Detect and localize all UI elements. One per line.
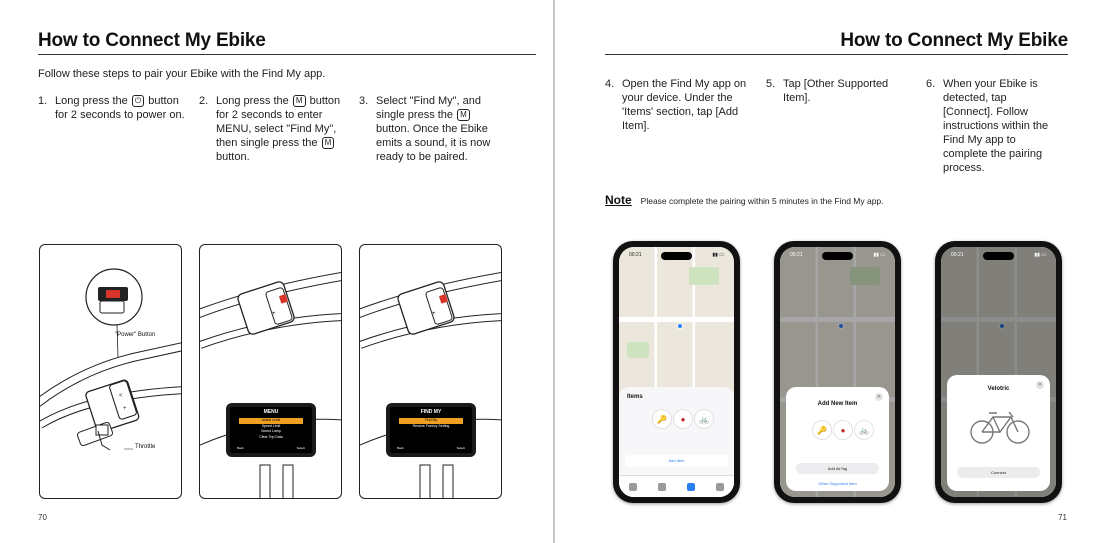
menu-item: Sound Lamp (261, 429, 281, 433)
svg-text:+: + (123, 406, 127, 412)
back-softkey: Back (237, 446, 244, 450)
svg-text:+: + (432, 311, 436, 317)
step-6 (926, 77, 1056, 175)
item-icons (652, 409, 714, 429)
step-text-part: Long press the (55, 95, 128, 107)
svg-text:<: < (119, 393, 123, 399)
step-number: 6. (926, 78, 936, 90)
menu-item-selected: Find My (399, 418, 463, 424)
dynamic-island (822, 252, 853, 260)
svg-text:+: + (272, 311, 276, 317)
menu-item: Speed Limit (261, 423, 281, 428)
page-number: 70 (38, 513, 47, 522)
power-button-label: "Power" Button (115, 332, 156, 338)
note-label: Note (605, 193, 632, 207)
page-number: 71 (1058, 513, 1067, 522)
title-rule (38, 54, 536, 55)
step-text-part: button for 2 seconds to enter MENU, select "Find My", then single press the (216, 95, 341, 149)
step-5 (766, 77, 911, 105)
figure-find-my (359, 244, 502, 499)
bike-icon: 🚲 (694, 409, 714, 429)
page-title: How to Connect My Ebike (840, 30, 1068, 51)
backpack-icon: ● (673, 409, 693, 429)
connect-button[interactable]: Connect (957, 467, 1040, 478)
note-text: Please complete the pairing within 5 minutes in the Find My app. (640, 196, 884, 206)
step-text (55, 94, 188, 122)
map-park (689, 267, 719, 285)
menu-screen (231, 408, 311, 450)
intro-text: Follow these steps to pair your Ebike with the Find My app. (38, 68, 326, 80)
connect-card (947, 375, 1050, 491)
step-1 (38, 94, 188, 122)
device-name: Velotric (987, 386, 1010, 392)
signal-icon: ▮▮ ▭ (873, 252, 885, 258)
throttle-label: Throttle (135, 444, 156, 450)
step-text-part: button for 2 seconds to power on. (55, 95, 185, 121)
dynamic-island (661, 252, 692, 260)
bike-icon: 🚲 (854, 420, 874, 440)
step-2 (199, 94, 347, 164)
backpack-icon: ● (833, 420, 853, 440)
step-text-part: button. (216, 151, 250, 163)
figure-power-button (39, 244, 182, 499)
tab-people-icon[interactable] (629, 483, 637, 491)
step-text: When your Ebike is detected, tap [Connect]. Follow instructions within the Find My app to complete the pairing process. (943, 78, 1049, 174)
back-softkey: Back (397, 446, 404, 450)
tab-items-icon[interactable] (687, 483, 695, 491)
close-icon[interactable]: ✕ (876, 394, 882, 400)
status-time: 00:21 (629, 252, 642, 258)
step-number: 2. (199, 95, 209, 107)
status-time: 00:21 (790, 252, 803, 258)
step-number: 5. (766, 78, 776, 90)
status-time: 00:21 (951, 252, 964, 258)
step-text (376, 94, 507, 164)
m-button-icon: M (457, 109, 470, 121)
key-icon: 🔑 (652, 409, 672, 429)
add-item-button[interactable]: Add Item (625, 455, 728, 467)
tab-me-icon[interactable] (716, 483, 724, 491)
phone-add-item-screen (774, 241, 901, 503)
add-airtag-button[interactable]: Add AirTag (796, 463, 879, 474)
title-rule (605, 54, 1068, 55)
note (605, 193, 884, 207)
item-icons (812, 420, 874, 440)
step-4 (605, 77, 755, 133)
handlebar-illustration (40, 245, 182, 499)
location-dot (677, 323, 683, 329)
step-number: 4. (605, 78, 615, 90)
step-number: 1. (38, 95, 48, 107)
key-icon: 🔑 (812, 420, 832, 440)
phone-connect-screen (935, 241, 1062, 503)
close-icon[interactable]: ✕ (1037, 382, 1043, 388)
m-button-icon: M (322, 137, 335, 149)
bike-icon (969, 409, 1031, 445)
items-section-title: Items (627, 394, 643, 400)
step-number: 3. (359, 95, 369, 107)
card-title: Add New Item (817, 401, 858, 407)
menu-item: Clear Trip Data (259, 434, 283, 439)
step-text: Open the Find My app on your device. Under the 'Items' section, tap [Add Item]. (622, 78, 747, 132)
handlebar-top-illustration (200, 245, 342, 499)
menu-title: FIND MY (420, 409, 442, 415)
step-text (216, 94, 347, 164)
left-page (0, 0, 553, 543)
items-sheet (619, 387, 734, 497)
m-button-icon: M (293, 95, 306, 107)
step-text-part: Select "Find My", and single press the (376, 95, 482, 121)
menu-item: Restore Factory Setting (412, 423, 450, 428)
tab-bar (619, 475, 734, 497)
step-3 (359, 94, 507, 164)
phone-items-screen (613, 241, 740, 503)
power-button-icon: ⏻ (132, 95, 144, 107)
step-text-part: button. Once the Ebike emits a sound, it is now ready to be paired. (376, 123, 491, 163)
menu-title: MENU (263, 409, 279, 415)
find-my-screen (391, 408, 471, 450)
signal-icon: ▮▮ ▭ (1034, 252, 1046, 258)
select-softkey: Select (456, 446, 465, 450)
map-park (627, 342, 649, 358)
select-softkey: Select (296, 446, 305, 450)
menu-item-selected: Assist Level (239, 418, 303, 424)
add-new-item-card (786, 387, 889, 491)
handlebar-top-illustration (360, 245, 502, 499)
step-text-part: Long press the (216, 95, 289, 107)
other-supported-item-link[interactable]: Other Supported Item (818, 481, 857, 486)
figure-menu (199, 244, 342, 499)
page-title: How to Connect My Ebike (38, 30, 266, 51)
step-text: Tap [Other Supported Item]. (783, 78, 889, 104)
tab-devices-icon[interactable] (658, 483, 666, 491)
right-page (555, 0, 1107, 543)
signal-icon: ▮▮ ▭ (712, 252, 724, 258)
dynamic-island (983, 252, 1014, 260)
